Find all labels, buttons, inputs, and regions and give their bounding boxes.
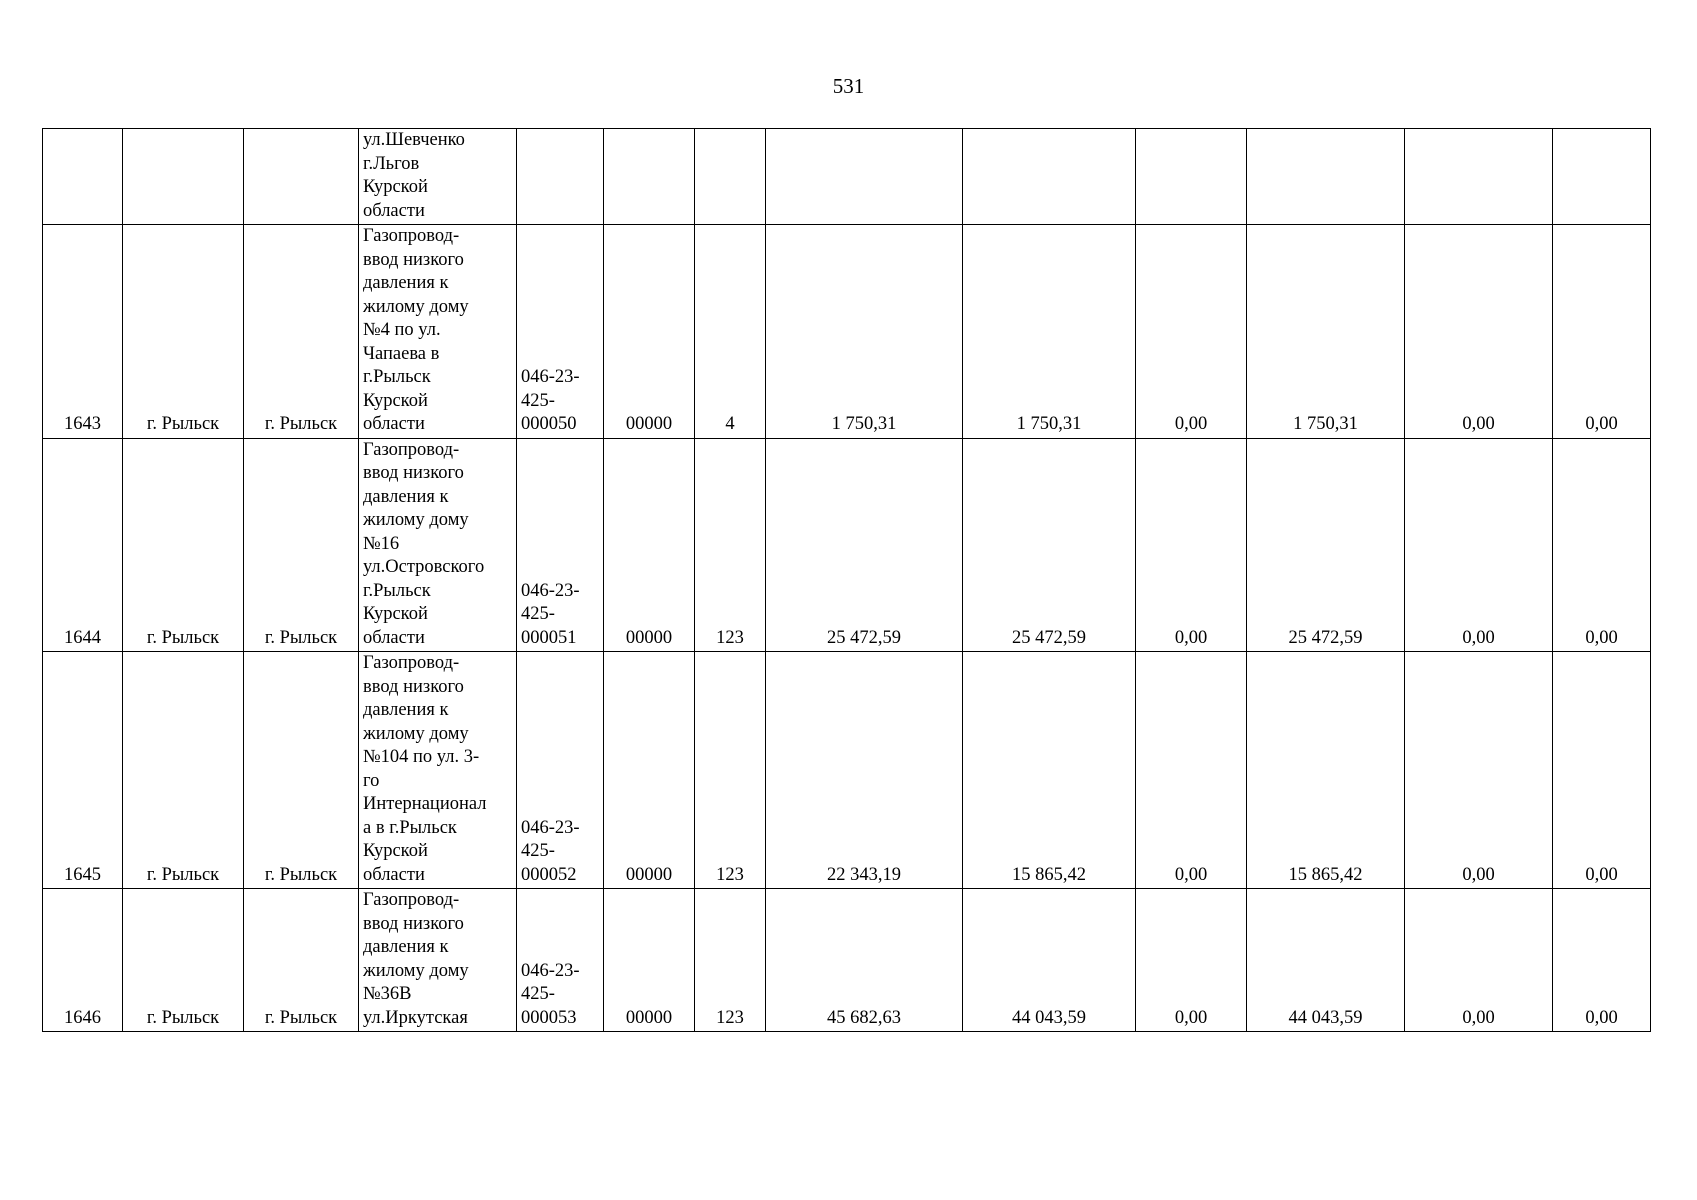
cadastral-line: 000052 [521, 864, 577, 885]
value-4-cell: 25 472,59 [1247, 438, 1405, 652]
cadastral-number-cell [517, 438, 604, 652]
value-5-cell: 0,00 [1405, 438, 1553, 652]
description-line: жилому дому [363, 960, 469, 981]
district-cell: г. Рыльск [123, 889, 244, 1032]
page-number: 531 [832, 74, 865, 98]
table-row [43, 438, 1651, 652]
value-3-cell: 0,00 [1136, 889, 1247, 1032]
district-cell: г. Рыльск [123, 225, 244, 439]
description-line: №4 по ул. [363, 320, 441, 340]
quantity-cell: 123 [695, 889, 766, 1032]
description-cell [359, 225, 517, 439]
cadastral-number-cell [517, 129, 604, 225]
settlement-cell: г. Рыльск [244, 652, 359, 889]
description-line: Газопровод- [363, 653, 460, 673]
cadastral-number-cell [517, 652, 604, 889]
description-line: Газопровод- [363, 890, 460, 910]
cadastral-line: 046-23- [521, 580, 580, 601]
description-cell [359, 438, 517, 652]
description-line: г.Рыльск [363, 580, 431, 601]
description-line: Газопровод- [363, 439, 460, 460]
table-row [43, 129, 1651, 225]
description-cell [359, 129, 517, 225]
cadastral-line: 425- [521, 390, 555, 411]
code-cell: 00000 [604, 225, 695, 439]
description-cell [359, 889, 517, 1032]
row-number-cell: 1646 [43, 889, 123, 1032]
description-line: ул.Иркутская [363, 1007, 468, 1028]
value-3-cell: 0,00 [1136, 652, 1247, 889]
registry-table [42, 128, 1651, 1032]
description-line: г.Рыльск [363, 367, 431, 387]
description-line: Чапаева в [363, 343, 440, 364]
description-line: Курской [363, 177, 428, 197]
value-3-cell: 0,00 [1136, 225, 1247, 439]
cadastral-line: 046-23- [521, 960, 580, 981]
description-line: Курской [363, 841, 428, 861]
value-5-cell: 0,00 [1405, 652, 1553, 889]
value-4-cell [1247, 129, 1405, 225]
code-cell: 00000 [604, 889, 695, 1032]
cadastral-line: 046-23- [521, 817, 580, 838]
cadastral-number-cell [517, 889, 604, 1032]
value-1-cell: 22 343,19 [766, 652, 963, 889]
description-line: области [363, 864, 425, 885]
value-6-cell: 0,00 [1553, 438, 1651, 652]
cadastral-line: 000050 [521, 414, 577, 434]
value-4-cell: 1 750,31 [1247, 225, 1405, 439]
description-line: ввод низкого [363, 913, 464, 934]
description-line: давления к [363, 273, 449, 293]
description-line: ввод низкого [363, 463, 464, 483]
value-1-cell: 45 682,63 [766, 889, 963, 1032]
cadastral-number-cell [517, 225, 604, 439]
value-6-cell: 0,00 [1553, 889, 1651, 1032]
description-cell [359, 652, 517, 889]
description-line: а в г.Рыльск [363, 817, 457, 838]
row-number-cell [43, 129, 123, 225]
cadastral-line: 000053 [521, 1007, 577, 1028]
value-1-cell [766, 129, 963, 225]
value-4-cell: 44 043,59 [1247, 889, 1405, 1032]
settlement-cell: г. Рыльск [244, 889, 359, 1032]
settlement-cell: г. Рыльск [244, 438, 359, 652]
description-line: Курской [363, 390, 428, 411]
table-row [43, 225, 1651, 439]
value-6-cell [1553, 129, 1651, 225]
value-5-cell [1405, 129, 1553, 225]
value-5-cell: 0,00 [1405, 889, 1553, 1032]
value-2-cell: 25 472,59 [963, 438, 1136, 652]
description-line: г.Льгов [363, 153, 420, 174]
value-1-cell: 1 750,31 [766, 225, 963, 439]
description-line: области [363, 414, 425, 434]
description-line: жилому дому [363, 510, 469, 530]
quantity-cell [695, 129, 766, 225]
description-line: Курской [363, 604, 428, 624]
description-line: давления к [363, 700, 449, 720]
description-line: жилому дому [363, 723, 469, 744]
description-line: области [363, 627, 425, 648]
quantity-cell: 4 [695, 225, 766, 439]
description-line: Газопровод- [363, 226, 460, 246]
district-cell: г. Рыльск [123, 652, 244, 889]
row-number-cell: 1645 [43, 652, 123, 889]
quantity-cell: 123 [695, 438, 766, 652]
code-cell: 00000 [604, 438, 695, 652]
cadastral-line: 425- [521, 841, 555, 861]
description-line: области [363, 200, 425, 221]
description-line: го [363, 770, 380, 791]
description-line: №16 [363, 533, 400, 554]
description-line: ул.Шевченко [363, 130, 465, 150]
code-cell: 00000 [604, 652, 695, 889]
description-line: №104 по ул. 3- [363, 747, 480, 767]
row-number-cell: 1644 [43, 438, 123, 652]
description-line: жилому дому [363, 296, 469, 317]
description-line: ввод низкого [363, 676, 464, 697]
description-line: №36В [363, 984, 412, 1004]
value-2-cell: 15 865,42 [963, 652, 1136, 889]
row-number-cell: 1643 [43, 225, 123, 439]
settlement-cell [244, 129, 359, 225]
value-2-cell: 44 043,59 [963, 889, 1136, 1032]
description-line: ввод низкого [363, 249, 464, 270]
value-6-cell: 0,00 [1553, 652, 1651, 889]
value-4-cell: 15 865,42 [1247, 652, 1405, 889]
value-2-cell: 1 750,31 [963, 225, 1136, 439]
cadastral-line: 425- [521, 604, 555, 624]
district-cell: г. Рыльск [123, 438, 244, 652]
value-3-cell [1136, 129, 1247, 225]
value-2-cell [963, 129, 1136, 225]
description-line: ул.Островского [363, 557, 485, 577]
cadastral-line: 046-23- [521, 367, 580, 387]
cadastral-line: 425- [521, 984, 555, 1004]
description-line: давления к [363, 486, 449, 507]
settlement-cell: г. Рыльск [244, 225, 359, 439]
code-cell [604, 129, 695, 225]
description-line: Интернационал [363, 794, 487, 814]
cadastral-line: 000051 [521, 627, 577, 648]
value-5-cell: 0,00 [1405, 225, 1553, 439]
value-6-cell: 0,00 [1553, 225, 1651, 439]
quantity-cell: 123 [695, 652, 766, 889]
table-row [43, 889, 1651, 1032]
table-row [43, 652, 1651, 889]
value-1-cell: 25 472,59 [766, 438, 963, 652]
description-line: давления к [363, 937, 449, 957]
value-3-cell: 0,00 [1136, 438, 1247, 652]
district-cell [123, 129, 244, 225]
